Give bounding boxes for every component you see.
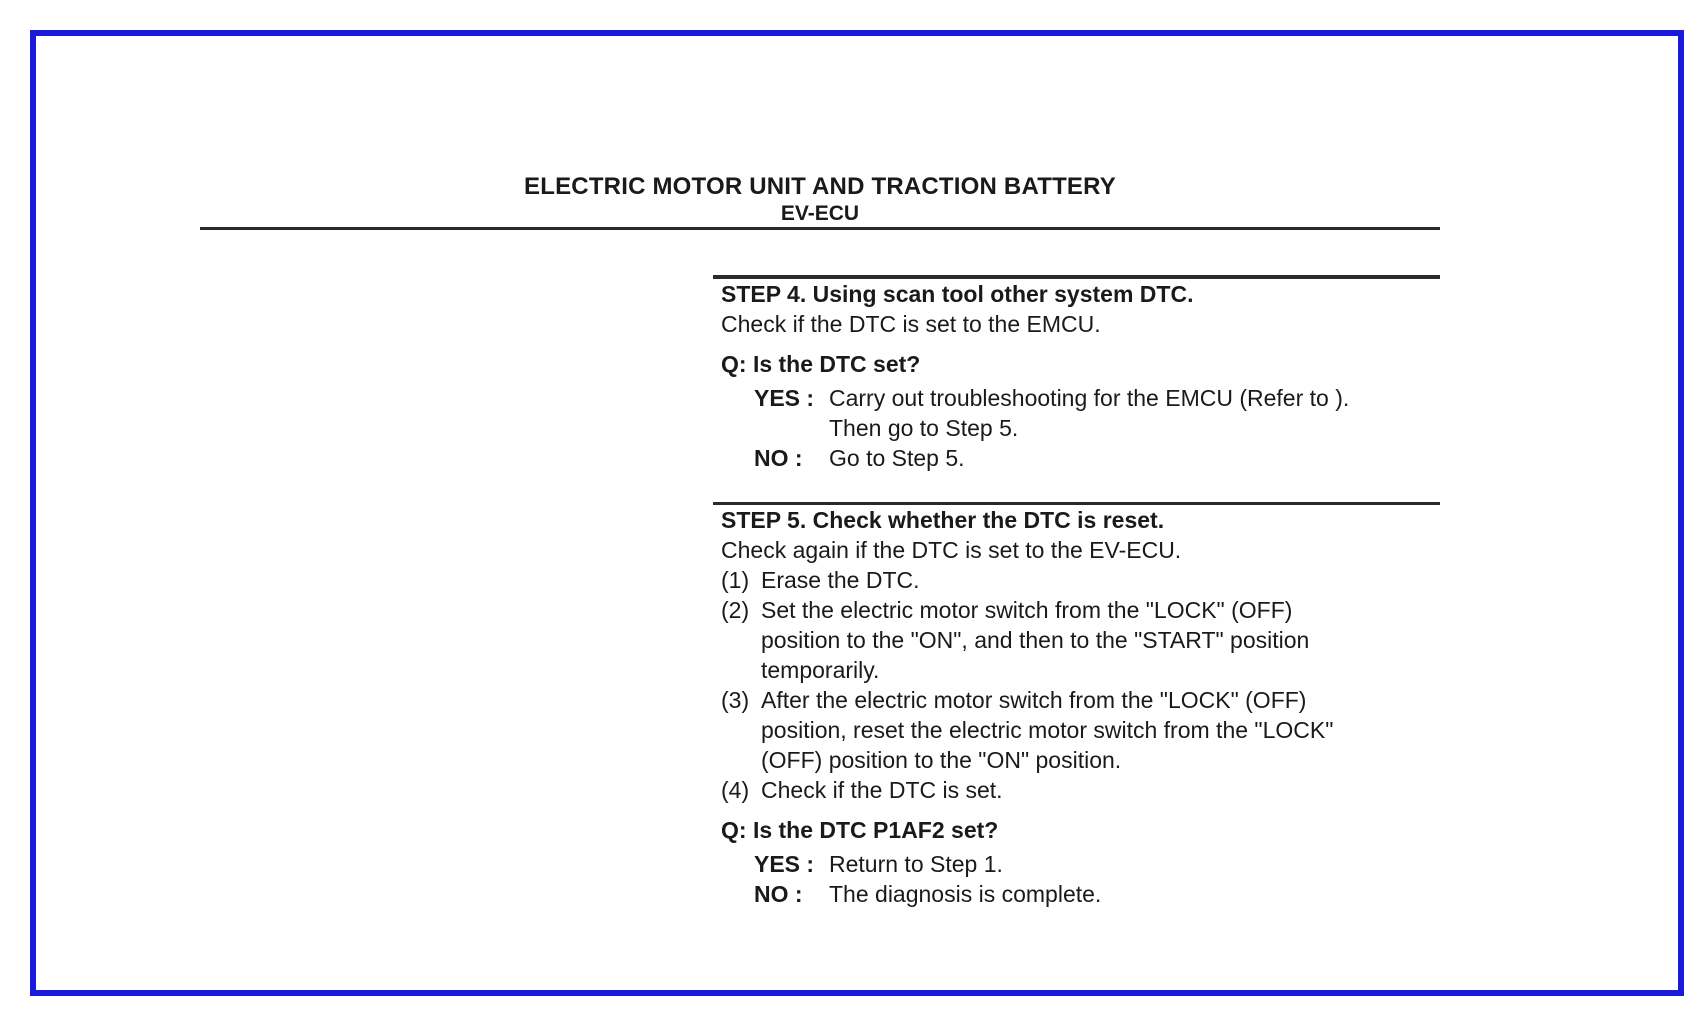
- step5-answers: [721, 849, 1441, 909]
- step5-answer-yes: [754, 849, 1441, 879]
- procedure-number: (3): [721, 687, 750, 713]
- answer-line: Carry out troubleshooting for the EMCU (Refer to ).: [829, 385, 1350, 411]
- answer-text: [829, 849, 1441, 879]
- step5-procedure: [721, 565, 1441, 805]
- procedure-number: (2): [721, 597, 750, 623]
- answer-text: [829, 879, 1441, 909]
- answer-text: [829, 383, 1441, 443]
- step4-instruction: Check if the DTC is set to the EMCU.: [721, 311, 1101, 337]
- step4-answer-yes: [754, 383, 1441, 443]
- page-title: ELECTRIC MOTOR UNIT AND TRACTION BATTERY: [524, 173, 1116, 200]
- procedure-line: After the electric motor switch from the "LOCK" (OFF): [761, 687, 1307, 713]
- procedure-line: position to the "ON", and then to the "START" position: [761, 627, 1310, 653]
- answer-line: Return to Step 1.: [829, 851, 1003, 877]
- step5-heading: STEP 5. Check whether the DTC is reset.: [721, 507, 1165, 533]
- answer-key: NO :: [754, 445, 803, 471]
- procedure-line: position, reset the electric motor switch from the "LOCK": [761, 717, 1334, 743]
- page-subtitle: EV-ECU: [780, 202, 860, 225]
- procedure-text: [761, 775, 1441, 805]
- step5-section: [721, 505, 1441, 909]
- procedure-text: [761, 565, 1441, 595]
- step4-question: Q: Is the DTC set?: [721, 351, 921, 377]
- answer-text: [829, 443, 1441, 473]
- header-divider: [200, 227, 1440, 230]
- answer-key: YES :: [754, 851, 815, 877]
- procedure-line: Erase the DTC.: [761, 567, 920, 593]
- procedure-number: (4): [721, 777, 750, 803]
- procedure-text: [761, 685, 1441, 775]
- procedure-item: [721, 685, 1441, 775]
- procedure-item: [721, 595, 1441, 685]
- procedure-line: Set the electric motor switch from the "LOCK" (OFF): [761, 597, 1293, 623]
- answer-line: The diagnosis is complete.: [829, 881, 1102, 907]
- procedure-number: (1): [721, 567, 750, 593]
- procedure-item: [721, 565, 1441, 595]
- answer-key: NO :: [754, 881, 803, 907]
- answer-line: Then go to Step 5.: [829, 415, 1019, 441]
- answer-key: YES :: [754, 385, 815, 411]
- procedure-line: temporarily.: [761, 657, 880, 683]
- procedure-item: [721, 775, 1441, 805]
- step4-answers: [721, 383, 1441, 473]
- step4-answer-no: [754, 443, 1441, 473]
- step4-heading: STEP 4. Using scan tool other system DTC.: [721, 281, 1194, 307]
- step5-question: Q: Is the DTC P1AF2 set?: [721, 817, 999, 843]
- step5-instruction: Check again if the DTC is set to the EV-ECU.: [721, 537, 1182, 563]
- step5-answer-no: [754, 879, 1441, 909]
- procedure-text: [761, 595, 1441, 685]
- procedure-line: Check if the DTC is set.: [761, 777, 1003, 803]
- answer-line: Go to Step 5.: [829, 445, 965, 471]
- step4-section: [721, 279, 1441, 473]
- procedure-line: (OFF) position to the "ON" position.: [761, 747, 1122, 773]
